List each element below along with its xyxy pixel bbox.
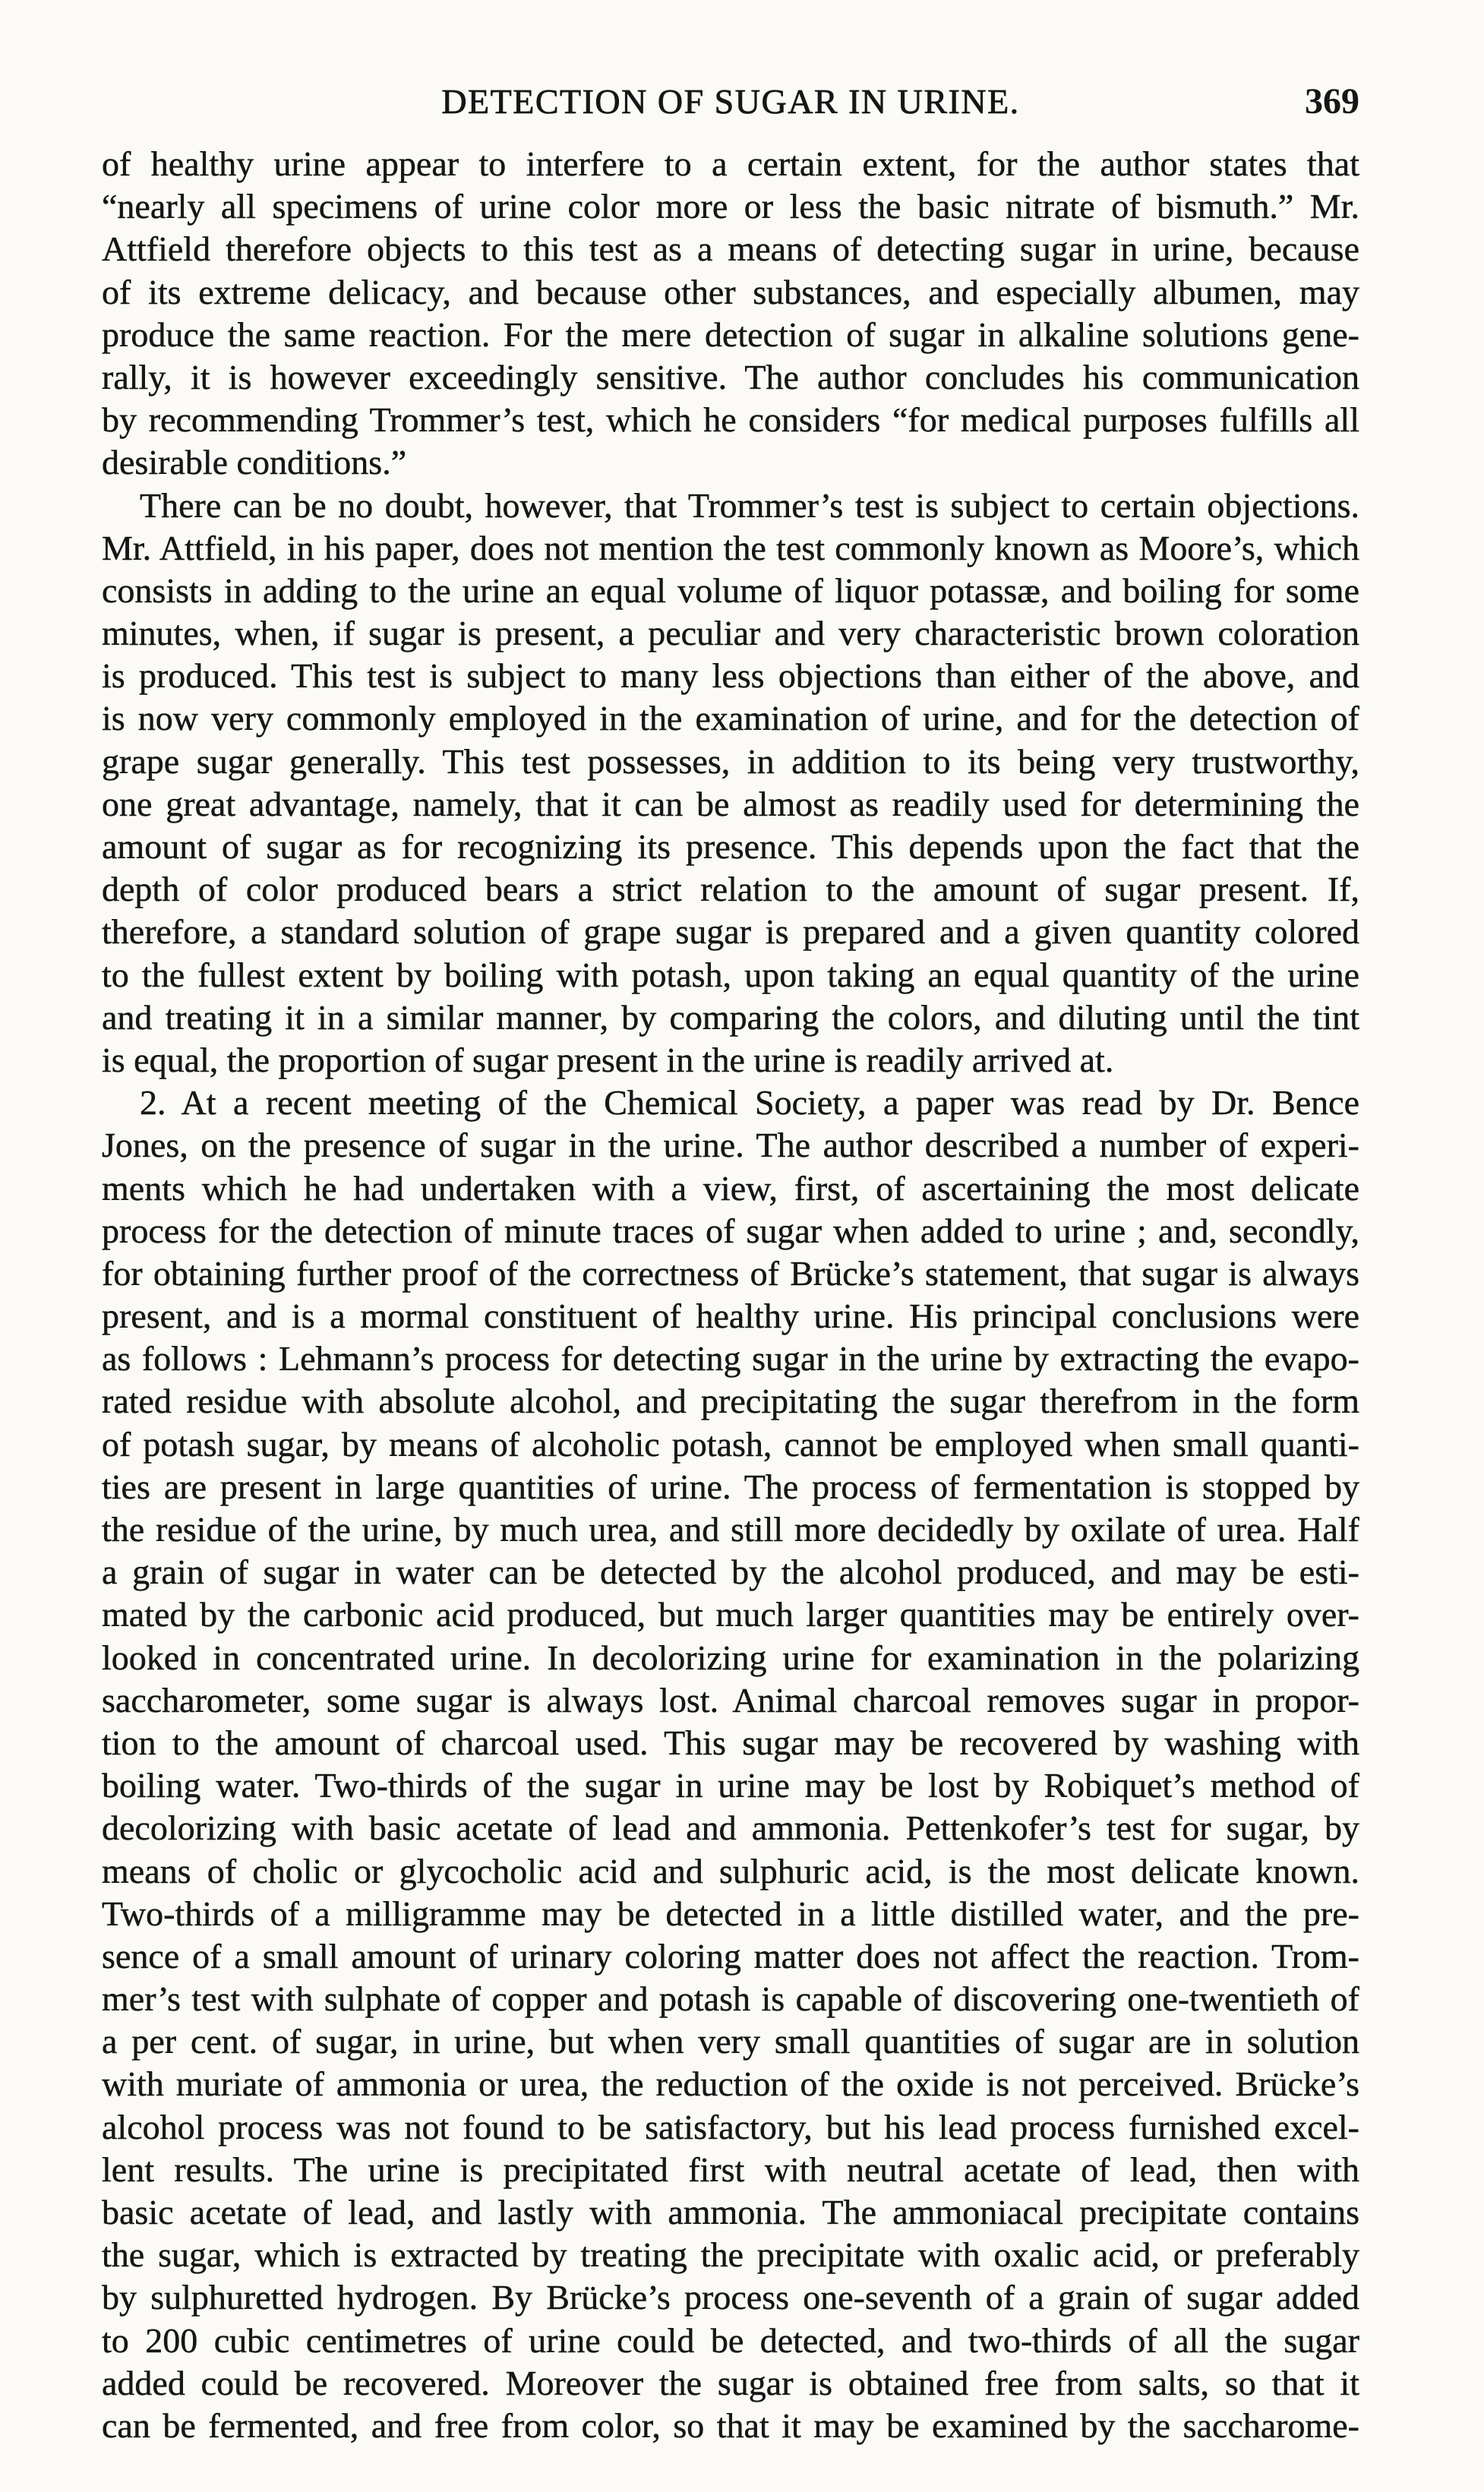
text-body — [102, 143, 1359, 2447]
text-line: a grain of sugar in water can be detected by the alcohol produced, and may be esti- — [102, 1552, 1359, 1592]
text-line: “nearly all specimens of urine color more or less the basic nitrate of bismuth.” Mr. — [102, 187, 1359, 226]
text-line: to 200 cubic centimetres of urine could be detected, and two-thirds of all the sugar — [102, 2320, 1359, 2360]
text-line: to the fullest extent by boiling with potash, upon taking an equal quantity of the urine — [102, 955, 1359, 994]
text-line: basic acetate of lead, and lastly with ammonia. The ammoniacal precipitate contains — [102, 2193, 1359, 2231]
text-line: the residue of the urine, by much urea, and still more decidedly by oxilate of urea. Half — [102, 1510, 1359, 1549]
text-line: with muriate of ammonia or urea, the reduction of the oxide is not perceived. Brücke’s — [102, 2064, 1359, 2104]
text-line: Jones, on the presence of sugar in the urine. The author described a number of experi- — [102, 1126, 1359, 1165]
text-line: of its extreme delicacy, and because other substances, and especially albumen, may — [102, 272, 1359, 311]
paragraph — [102, 485, 1359, 1082]
text-line: produce the same reaction. For the mere detection of sugar in alkaline solutions gene- — [102, 314, 1359, 354]
text-line: present, and is a mormal constituent of healthy urine. His principal conclusions were — [102, 1297, 1359, 1336]
page-number: 369 — [1305, 81, 1359, 122]
text-line: of potash sugar, by means of alcoholic potash, cannot be employed when small quanti- — [102, 1424, 1359, 1464]
text-line: one great advantage, namely, that it can be almost as readily used for determining the — [102, 784, 1359, 823]
text-line: mated by the carbonic acid produced, but much larger quantities may be entirely over- — [102, 1595, 1359, 1634]
text-line: of healthy urine appear to interfere to a certain extent, for the author states that — [102, 144, 1359, 183]
text-line: is now very commonly employed in the examination of urine, and for the detection of — [102, 699, 1359, 738]
paragraph — [102, 143, 1359, 485]
text-line: added could be recovered. Moreover the sugar is obtained free from salts, so that it — [102, 2363, 1359, 2402]
text-line: therefore, a standard solution of grape sugar is prepared and a given quantity colored — [102, 912, 1359, 952]
text-line: rated residue with absolute alcohol, and precipitating the sugar therefrom in the form — [102, 1382, 1359, 1421]
text-line: by recommending Trommer’s test, which he considers “for medical purposes fulfills all — [102, 400, 1359, 440]
text-line: tion to the amount of charcoal used. This sugar may be recovered by washing with — [102, 1723, 1359, 1762]
text-line: minutes, when, if sugar is present, a peculiar and very characteristic brown coloration — [102, 614, 1359, 653]
text-line: the sugar, which is extracted by treating the precipitate with oxalic acid, or preferably — [102, 2235, 1359, 2275]
text-line: boiling water. Two-thirds of the sugar in urine may be lost by Robiquet’s method of — [102, 1766, 1359, 1805]
text-line: by sulphuretted hydrogen. By Brücke’s process one-seventh of a grain of sugar added — [102, 2278, 1359, 2317]
text-line: There can be no doubt, however, that Trommer’s test is subject to certain objections. — [140, 485, 1359, 525]
text-line: lent results. The urine is precipitated first with neutral acetate of lead, then with — [102, 2149, 1359, 2189]
text-line: consists in adding to the urine an equal volume of liquor potassæ, and boiling for some — [102, 570, 1359, 610]
text-line: means of cholic or glycocholic acid and sulphuric acid, is the most delicate known. — [102, 1851, 1359, 1890]
text-line: rally, it is however exceedingly sensitive. The author concludes his communication — [102, 357, 1359, 396]
text-line: for obtaining further proof of the correctness of Brücke’s statement, that sugar is always — [102, 1253, 1359, 1293]
text-line: Two-thirds of a milligramme may be detected in a little distilled water, and the pre- — [102, 1893, 1359, 1933]
text-line: can be fermented, and free from color, so that it may be examined by the saccharome- — [102, 2405, 1359, 2445]
text-line: is produced. This test is subject to many less objections than either of the above, and — [102, 656, 1359, 696]
text-line: ments which he had undertaken with a view, first, of ascertaining the most delicate — [102, 1168, 1359, 1208]
text-line: alcohol process was not found to be satisfactory, but his lead process furnished excel- — [102, 2107, 1359, 2146]
text-line: is equal, the proportion of sugar present in the urine is readily arrived at. — [102, 1040, 1114, 1079]
text-line: desirable conditions.” — [102, 443, 407, 482]
paragraph — [102, 1082, 1359, 2447]
text-line: depth of color produced bears a strict relation to the amount of sugar present. If, — [102, 870, 1359, 909]
text-line: 2. At a recent meeting of the Chemical Society, a paper was read by Dr. Bence — [140, 1083, 1359, 1123]
text-line: a per cent. of sugar, in urine, but when very small quantities of sugar are in solution — [102, 2022, 1359, 2061]
text-line: as follows : Lehmann’s process for detecting sugar in the urine by extracting the evapo- — [102, 1339, 1359, 1379]
text-line: and treating it in a similar manner, by comparing the colors, and diluting until the tint — [102, 997, 1359, 1037]
text-line: looked in concentrated urine. In decolorizing urine for examination in the polarizing — [102, 1638, 1359, 1677]
text-line: ties are present in large quantities of urine. The process of fermentation is stopped by — [102, 1467, 1359, 1506]
text-line: mer’s test with sulphate of copper and potash is capable of discovering one-twentieth of — [102, 1979, 1359, 2019]
text-line: process for the detection of minute traces of sugar when added to urine ; and, secondly, — [102, 1211, 1359, 1250]
text-line: Mr. Attfield, in his paper, does not mention the test commonly known as Moore’s, which — [102, 528, 1359, 567]
text-line: saccharometer, some sugar is always lost. Animal charcoal removes sugar in propor- — [102, 1680, 1359, 1720]
text-line: decolorizing with basic acetate of lead and ammonia. Pettenkofer’s test for sugar, by — [102, 1808, 1359, 1848]
text-line: Attfield therefore objects to this test as a means of detecting sugar in urine, because — [102, 229, 1359, 269]
text-line: grape sugar generally. This test possesses, in addition to its being very trustworthy, — [102, 741, 1359, 781]
text-line: amount of sugar as for recognizing its presence. This depends upon the fact that the — [102, 827, 1359, 866]
running-head: DETECTION OF SUGAR IN URINE. — [441, 82, 1020, 121]
text-line: sence of a small amount of urinary coloring matter does not affect the reaction. Trom- — [102, 1936, 1359, 1976]
